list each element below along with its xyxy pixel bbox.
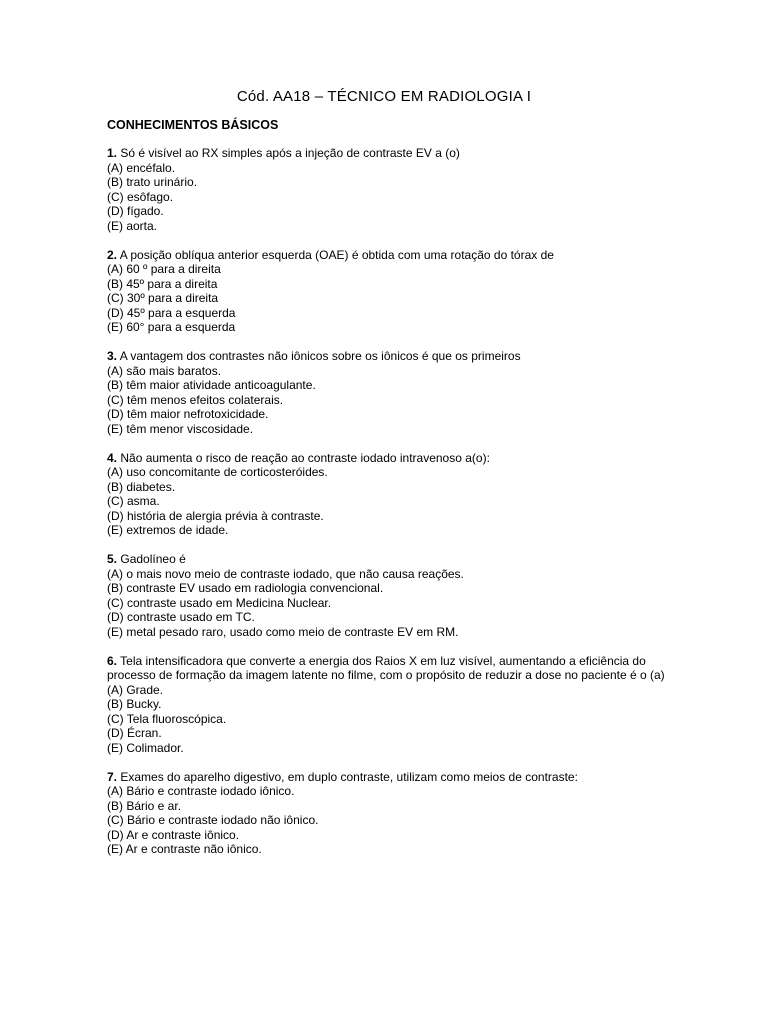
answer-option: (D) 45º para a esquerda <box>107 305 236 320</box>
answer-option: (E) aorta. <box>107 218 158 233</box>
answer-option: (E) 60° para a esquerda <box>107 320 236 334</box>
answer-option: (A) o mais novo meio de contraste iodado, que não causa reações. <box>107 566 464 581</box>
answer-option: (C) Tela fluoroscópica. <box>107 711 227 726</box>
answer-option: (B) trato urinário. <box>107 175 198 189</box>
answer-option: (C) contraste usado em Medicina Nuclear. <box>107 595 332 610</box>
question-2 <box>107 248 667 335</box>
answer-option: (D) fígado. <box>107 204 164 218</box>
question-stem <box>107 146 667 161</box>
question-number: 5. <box>107 552 118 566</box>
answer-option: (C) 30º para a direita <box>107 291 219 305</box>
question-text: A posição oblíqua anterior esquerda (OAE) é obtida com uma rotação do tórax de <box>119 247 554 262</box>
question-4 <box>107 451 667 538</box>
answer-option: (C) Bário e contraste iodado não iônico. <box>107 813 319 827</box>
answer-option: (B) têm maior atividade anticoagulante. <box>107 378 316 392</box>
question-number: 7. <box>107 769 118 784</box>
question-text: Tela intensificadora que converte a energia dos Raios X em luz visível, aumentando a eficiência do processo de formação da imagem latente no filme, com o propósito de reduzir a dose no paciente é o (a) <box>107 653 665 682</box>
question-stem <box>107 349 667 364</box>
question-text: Exames do aparelho digestivo, em duplo contraste, utilizam como meios de contraste: <box>120 769 578 784</box>
question-text: Só é visível ao RX simples após a injeção de contraste EV a (o) <box>120 146 460 160</box>
question-3 <box>107 349 667 436</box>
answer-option: (D) contraste usado em TC. <box>107 610 255 624</box>
question-number: 3. <box>107 349 118 363</box>
answer-option: (E) têm menor viscosidade. <box>107 421 254 436</box>
question-6 <box>107 654 667 756</box>
answer-option: (C) esôfago. <box>107 189 174 204</box>
answer-option: (A) Grade. <box>107 682 164 697</box>
section-title: CONHECIMENTOS BÁSICOS <box>107 118 279 132</box>
answer-option: (A) uso concomitante de corticosteróides. <box>107 465 328 479</box>
answer-option: (C) têm menos efeitos colaterais. <box>107 392 284 407</box>
question-1 <box>107 146 667 233</box>
question-text: Não aumenta o risco de reação ao contraste iodado intravenoso a(o): <box>120 450 490 465</box>
answer-option: (E) extremos de idade. <box>107 523 229 537</box>
answer-option: (E) Ar e contraste não iônico. <box>107 842 262 856</box>
answer-option: (D) Ar e contraste iônico. <box>107 827 240 842</box>
answer-option: (B) 45º para a direita <box>107 276 218 291</box>
answer-option: (A) encéfalo. <box>107 160 176 175</box>
answer-option: (E) Colimador. <box>107 740 184 755</box>
question-stem <box>107 770 667 785</box>
question-stem <box>107 654 667 683</box>
answer-option: (A) Bário e contraste iodado iônico. <box>107 784 295 798</box>
question-stem <box>107 552 667 567</box>
question-number: 2. <box>107 247 118 262</box>
question-list <box>107 146 667 871</box>
question-stem <box>107 248 667 263</box>
answer-option: (D) Écran. <box>107 726 162 740</box>
answer-option: (D) têm maior nefrotoxicidade. <box>107 407 269 421</box>
answer-option: (C) asma. <box>107 494 160 508</box>
answer-option: (A) são mais baratos. <box>107 363 222 378</box>
question-text: A vantagem dos contrastes não iônicos sobre os iônicos é que os primeiros <box>119 349 521 363</box>
page-title: Cód. AA18 – TÉCNICO EM RADIOLOGIA I <box>236 88 532 105</box>
answer-option: (B) Bucky. <box>107 697 162 711</box>
question-stem <box>107 451 667 466</box>
question-7 <box>107 770 667 857</box>
answer-option: (B) diabetes. <box>107 479 176 494</box>
question-5 <box>107 552 667 639</box>
question-text: Gadolíneo é <box>120 552 186 566</box>
question-number: 6. <box>107 653 118 668</box>
question-number: 4. <box>107 450 118 465</box>
question-number: 1. <box>107 146 118 160</box>
answer-option: (D) história de alergia prévia à contraste. <box>107 508 324 523</box>
answer-option: (A) 60 º para a direita <box>107 262 221 276</box>
answer-option: (E) metal pesado raro, usado como meio de contraste EV em RM. <box>107 624 459 639</box>
answer-option: (B) contraste EV usado em radiologia convencional. <box>107 581 384 595</box>
answer-option: (B) Bário e ar. <box>107 798 182 813</box>
